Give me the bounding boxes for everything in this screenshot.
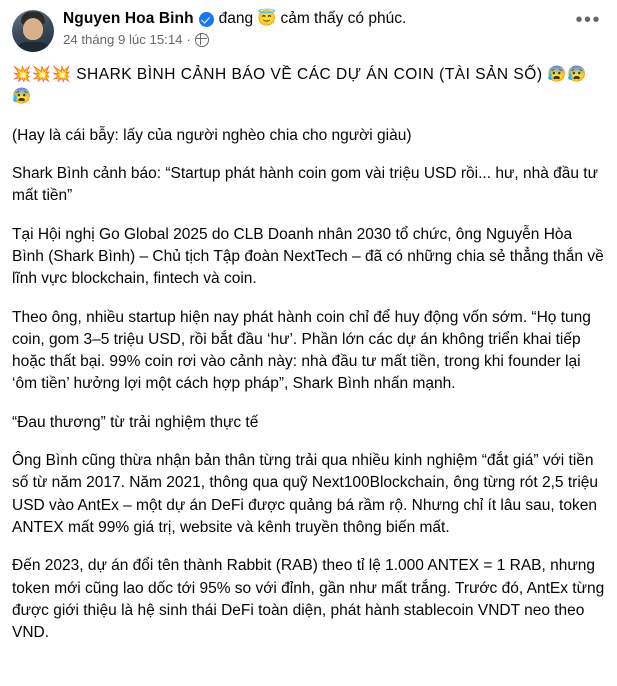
avatar-face: [23, 18, 43, 40]
post-paragraph: “Đau thương” từ trải nghiệm thực tế: [12, 413, 259, 431]
post-paragraph: Đến 2023, dự án đổi tên thành Rabbit (RAB) theo tỉ lệ 1.000 ANTEX = 1 RAB, nhưng token mới cũng lao dốc tới 95% so với đỉnh, gần như mất trắng. Trước đó, AntEx từng được giới thiệu là hệ sinh thái DeFi toàn diện, phát hành stablecoin VNDT neo theo VND.: [12, 557, 605, 642]
meta-separator: ·: [186, 32, 191, 47]
more-options-icon[interactable]: •••: [575, 9, 601, 31]
avatar-body: [13, 42, 53, 52]
feeling-prefix: đang: [218, 10, 254, 27]
post-body: [0, 54, 617, 645]
post-paragraph: Tại Hội nghị Go Global 2025 do CLB Doanh nhân 2030 tổ chức, ông Nguyễn Hòa Bình (Shark Bình) – Chủ tịch Tập đoàn NextTech – đã có những chia sẻ thẳng thắn về lĩnh vực blockchain, fintech và coin.: [12, 225, 604, 288]
post-paragraph: Theo ông, nhiều startup hiện nay phát hành coin chỉ để huy động vốn sớm. “Họ tung coin, gom 3–5 triệu USD, rồi bắt đầu ‘hư’. Phần lớn các dự án không triển khai tiếp hoặc thất bại. 99% coin rơi vào cảnh này: nhà đầu tư mất tiền, trong khi founder lại ‘ôm tiền’ hưởng lợi một cách hợp pháp”, Shark Bình nhấn mạnh.: [12, 308, 591, 393]
author-row: [63, 9, 567, 29]
post-paragraph: (Hay là cái bẫy: lấy của người nghèo chia cho người giàu): [12, 126, 412, 144]
feeling-emoji-icon: 😇: [257, 10, 277, 27]
globe-icon[interactable]: [195, 33, 209, 47]
feeling-text[interactable]: cảm thấy có phúc.: [280, 10, 407, 27]
post-paragraph: Ông Bình cũng thừa nhận bản thân từng trải qua nhiều kinh nghiệm “đắt giá” với tiền số từ năm 2017. Năm 2021, thông qua quỹ Next100Blockchain, ông từng rót 2,5 triệu USD vào AntEx – một dự án DeFi được quảng bá rầm rộ. Nhưng chỉ ít lâu sau, token ANTEX mất 99% giá trị, website và kênh truyền thông biến mất.: [12, 452, 599, 536]
post-paragraph: Shark Bình cảnh báo: “Startup phát hành coin gom vài triệu USD rồi... hư, nhà đầu tư mất tiền”: [12, 164, 598, 205]
post-header: [0, 0, 617, 54]
post-header-text: [63, 8, 567, 47]
avatar[interactable]: [12, 10, 54, 52]
post-meta: [63, 32, 567, 47]
post-timestamp[interactable]: 24 tháng 9 lúc 15:14: [63, 32, 183, 47]
author-name[interactable]: Nguyen Hoa Binh: [63, 10, 194, 27]
post-paragraph: 💥💥💥 SHARK BÌNH CẢNH BÁO VỀ CÁC DỰ ÁN COIN (TÀI SẢN SỐ) 😰😰😰: [12, 66, 587, 106]
verified-badge-icon: [199, 12, 214, 27]
